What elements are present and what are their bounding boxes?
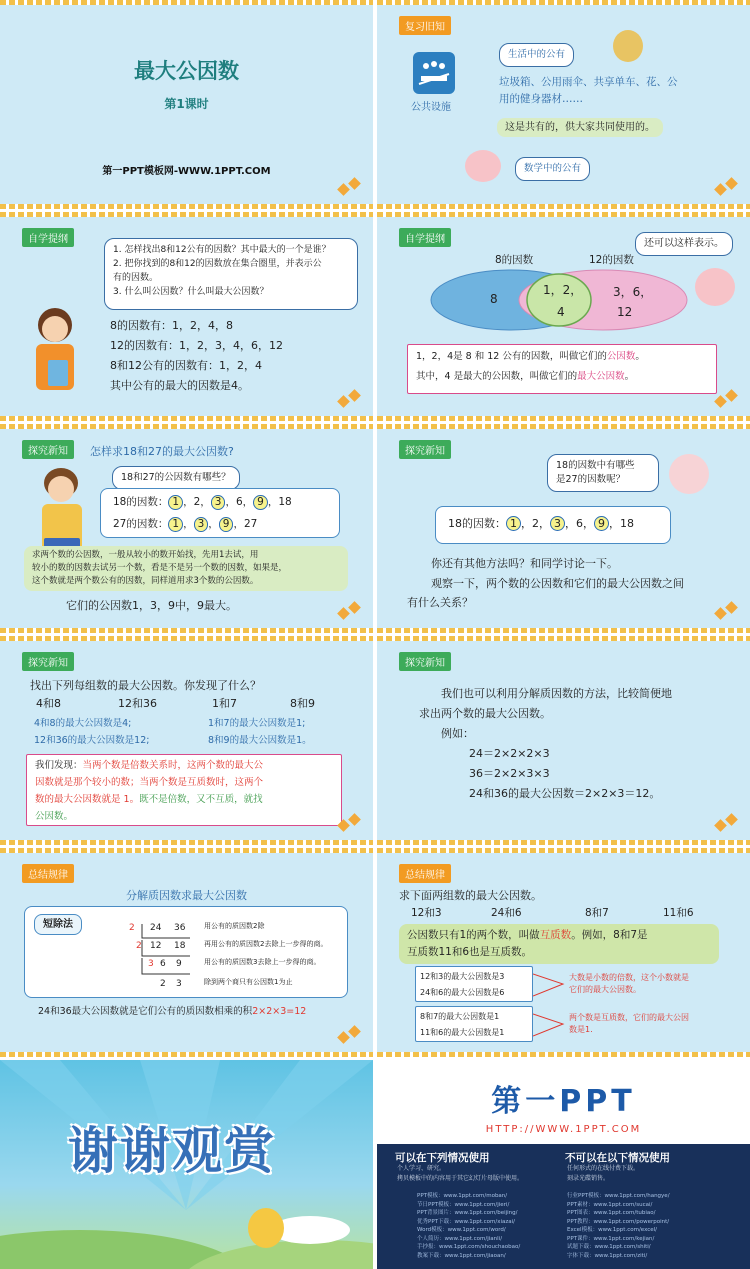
corner-decoration — [714, 813, 740, 835]
speech-bubble: 18和27的公因数有哪些？ — [112, 466, 240, 490]
factor-box — [100, 488, 340, 538]
facility-list-line2: 用的健身器材…… — [499, 93, 583, 105]
section-tag: 总结规律 — [399, 864, 451, 883]
def-text-1: 1，2，4是 8 和 12 公有的因数，叫做它们的 — [416, 351, 607, 362]
gcd-result: 24和36的最大公因数＝2×2×3＝12。 — [469, 787, 661, 800]
can-use-1: 个人学习、研究。 — [397, 1165, 446, 1172]
divisor-1: 2 — [129, 923, 135, 933]
links-left: PPT模板：www.1ppt.com/moban/ 节日PPT模板：www.1ppt.com/jieri/ PPT背景图片：www.1ppt.com/beijing/ 优秀PPT下载：www.1ppt.com/xiazai/ Word模板：www.1ppt.com/word/ 个人简历：www.1ppt.com/jianli/ 手抄报：www.1ppt.com/shouchaobao/ 教案下载：www.1ppt.com/jiaoan/ — [417, 1193, 521, 1259]
section-tag: 探究新知 — [399, 440, 451, 459]
section-tag: 复习旧知 — [399, 16, 451, 35]
pair-1: 12和3 — [411, 907, 442, 919]
cannot-use-title: 不可以在以下情况使用 — [565, 1152, 670, 1164]
slide-11[interactable] — [0, 1060, 373, 1269]
pair-2: 24和6 — [491, 907, 522, 919]
speech-bubble: 生活中的公有 — [499, 43, 574, 67]
answers-top: 12和3的最大公因数是3 24和6的最大公因数是6 — [415, 966, 533, 1002]
pair-3: 8和7 — [585, 907, 609, 919]
pair-4: 11和6 — [663, 907, 694, 919]
lesson-title: 最大公因数 — [134, 59, 239, 83]
mascot-icon — [248, 1208, 284, 1248]
pair-2: 12和36 — [118, 697, 157, 710]
section-tag: 自学提纲 — [399, 228, 451, 247]
example-label: 例如： — [441, 727, 474, 740]
slide-8[interactable] — [377, 636, 750, 845]
corner-decoration — [337, 601, 363, 623]
quotient-18: 18 — [174, 941, 186, 951]
observe-line2: 有什么关系？ — [407, 596, 473, 609]
venn-mid-line2: 4 — [557, 305, 565, 319]
venn-right-line2: 12 — [617, 305, 633, 319]
section-tag: 自学提纲 — [22, 228, 74, 247]
line-8-factors: 8的因数有：1，2，4，8 — [110, 319, 233, 332]
answer-3: 1和7的最大公因数是1; — [208, 718, 306, 729]
venn-label-12: 12的因数 — [589, 254, 634, 266]
slide-5[interactable] — [0, 424, 373, 633]
lesson-subtitle: 第1课时 — [164, 97, 209, 111]
step-2: 再用公有的质因数2去除上一步得的商。 — [204, 940, 328, 948]
observe-line1: 观察一下，两个数的公因数和它们的最大公因数之间 — [431, 577, 684, 590]
row-18: 18的因数： 1 ，2， 3 ，6， 9 ，18 — [113, 496, 292, 508]
row-27: 27的因数： 1 ， 3 ， 9 ，27 — [113, 518, 258, 530]
corner-decoration — [337, 389, 363, 411]
factor-box: 18的因数： 1 ，2， 3 ，6， 9 ，18 — [435, 506, 671, 544]
divisor-2: 2 — [136, 941, 142, 951]
rule-1: 大数是小数的倍数，这个小数就是 它们的最大公因数。 — [569, 973, 689, 994]
shared-note: 这是共有的，供大家共同使用的。 — [497, 118, 663, 137]
links-right: 行业PPT模板：www.1ppt.com/hangye/ PPT素材：www.1ppt.com/sucai/ PPT图表：www.1ppt.com/tubiao/ PPT教程：www.1ppt.com/powerpoint/ Excel模板：www.1ppt.com/excel/ PPT课件：www.1ppt.com/kejian/ 试题下载：www.1ppt.com/shiti/ 字体下载：www.1ppt.com/ziti/ — [567, 1193, 670, 1259]
def-text-2: 其中，4 是最大的公因数，叫做它们的 — [416, 371, 578, 382]
section-tag: 探究新知 — [22, 440, 74, 459]
venn-label-8: 8的因数 — [495, 254, 534, 266]
step-3: 用公有的质因数3去除上一步得的商。 — [204, 958, 321, 966]
conclusion: 它们的公因数1，3，9中，9最大。 — [66, 599, 237, 612]
math-bubble: 数学中的公有 — [515, 157, 590, 181]
cannot-use-2: 刻录光碟销售。 — [567, 1175, 610, 1182]
method-note: 求两个数的公因数，一般从较小的数开始找，先用1去试，用 较小的数的因数去试另一个数，看是不是另一个数的因数，如果是， 这个数就是两个数公有的因数，同样道用求3个数的公因数。 — [24, 546, 348, 591]
slide-6[interactable] — [377, 424, 750, 633]
venn-left-value: 8 — [490, 292, 498, 306]
slide-12[interactable] — [377, 1060, 750, 1269]
def-term-2: 最大公因数 — [577, 371, 625, 382]
girl-character-icon — [28, 308, 82, 404]
question: 怎样求18和27的最大公因数? — [90, 445, 234, 458]
corner-decoration — [337, 1025, 363, 1047]
site-name: 第一PPT模板网-WWW.1PPT.COM — [102, 166, 271, 177]
section-tag: 探究新知 — [399, 652, 451, 671]
def-end-1: 。 — [635, 351, 645, 362]
corner-decoration — [337, 813, 363, 835]
question: 求下面两组数的最大公因数。 — [399, 889, 542, 902]
factorization-24: 24＝2×2×2×3 — [469, 747, 550, 760]
corner-decoration — [714, 601, 740, 623]
def-term-1: 公因数 — [606, 351, 636, 362]
corner-decoration — [337, 177, 363, 199]
summary-result: 24和36最大公因数就是它们公有的质因数相乘的积2×2×3=12 — [38, 1006, 307, 1017]
quotient-9: 9 — [176, 959, 182, 969]
quotient-3: 3 — [176, 979, 182, 989]
intro-line1: 我们也可以利用分解质因数的方法，比较简便地 — [441, 687, 672, 700]
slide-10[interactable] — [377, 848, 750, 1057]
step-4: 除到两个商只有公因数1为止 — [204, 978, 293, 986]
speech-bubble: 还可以这样表示。 — [635, 232, 733, 256]
potato-character-icon — [613, 30, 643, 62]
brand-url: HTTP://WWW.1PPT.COM — [485, 1124, 642, 1135]
def-end-2: 。 — [624, 371, 635, 382]
answer-4: 8和9的最大公因数是1。 — [208, 735, 312, 746]
section-tag: 总结规律 — [22, 864, 74, 883]
venn-mid-line1: 1，2， — [543, 283, 583, 297]
answers-bottom: 8和7的最大公因数是1 11和6的最大公因数是1 — [415, 1006, 533, 1042]
brand-logo: 第一PPT — [491, 1084, 636, 1119]
icon-label: 公共设施 — [411, 102, 451, 113]
slide-3[interactable] — [0, 212, 373, 421]
question-1: 1. 怎样找出8和12公有的因数？其中最大的一个是谁？ — [113, 245, 331, 255]
intro-line2: 求出两个数的最大公因数。 — [419, 707, 551, 720]
line-greatest: 其中公有的最大的因数是4。 — [110, 379, 249, 392]
pair-1: 4和8 — [36, 697, 61, 710]
other-method: 你还有其他方法吗？和同学讨论一下。 — [431, 557, 618, 570]
quotient-6: 6 — [160, 959, 166, 969]
divisor-3: 3 — [148, 959, 154, 969]
pair-4: 8和9 — [290, 697, 315, 710]
peach-character-icon — [465, 150, 501, 182]
pair-3: 1和7 — [212, 697, 237, 710]
line-12-factors: 12的因数有：1，2，3，4，6，12 — [110, 339, 283, 352]
slide-9[interactable] — [0, 848, 373, 1057]
venn-right-line1: 3，6， — [613, 285, 653, 299]
question-3: 3. 什么叫公因数？什么叫最大公因数？ — [113, 287, 269, 297]
speech-bubble: 18的因数中有哪些 是27的因数呢？ — [547, 454, 659, 492]
quotient-12: 12 — [150, 941, 162, 951]
slide-7[interactable] — [0, 636, 373, 845]
coprime-note: 公因数只有1的两个数，叫做互质数。例如，8和7是 互质数11和6也是互质数。 — [399, 924, 719, 964]
answer-2: 12和36的最大公因数是12; — [34, 735, 150, 746]
cannot-use-1: 任何形式的在线付费下载。 — [567, 1165, 640, 1172]
question-2: 2. 把你找到的8和12的因数放在集合圈里，并表示公 — [113, 259, 322, 269]
slide-4[interactable] — [377, 212, 750, 421]
finding-box: 我们发现：当两个数是倍数关系时，这两个数的最大公 因数就是那个较小的数；当两个数是互质数时，这两个 数的最大公因数就是 1。既不是倍数，又不互质，就找 公因数。 — [26, 754, 342, 826]
step-1: 用公有的质因数2除 — [204, 922, 265, 930]
facility-list-line1: 垃圾箱、公用雨伞、共享单车、花、公 — [499, 76, 678, 88]
rule-2: 两个数是互质数，它们的最大公因 数是1. — [569, 1013, 689, 1034]
quotient-2: 2 — [160, 979, 166, 989]
peach-character-icon — [669, 454, 709, 494]
dividend-36: 36 — [174, 923, 186, 933]
dividend-24: 24 — [150, 923, 162, 933]
answer-1: 4和8的最大公因数是4; — [34, 718, 132, 729]
public-facility-icon — [413, 52, 455, 94]
question: 找出下列每组数的最大公因数。你发现了什么？ — [30, 679, 261, 692]
definition-box — [407, 344, 717, 394]
factorization-36: 36＝2×2×3×3 — [469, 767, 550, 780]
corner-decoration — [714, 389, 740, 411]
question-2b: 有的因数。 — [113, 273, 159, 283]
slide-1[interactable] — [0, 0, 373, 209]
question-bubble — [104, 238, 358, 310]
corner-decoration — [714, 177, 740, 199]
arrows — [533, 966, 567, 1046]
can-use-title: 可以在下列情况使用 — [395, 1152, 490, 1164]
venn-diagram — [427, 266, 691, 336]
method-label: 短除法 — [34, 914, 82, 935]
slide-2[interactable] — [377, 0, 750, 209]
thanks-title: 谢谢观赏 — [68, 1122, 276, 1180]
can-use-2: 拷贝模板中的内容用于其它幻灯片母版中使用。 — [397, 1175, 524, 1182]
line-common: 8和12公有的因数有：1，2，4 — [110, 359, 262, 372]
summary-title: 分解质因数求最大公因数 — [126, 889, 247, 902]
section-tag: 探究新知 — [22, 652, 74, 671]
peach-character-icon — [695, 268, 735, 306]
